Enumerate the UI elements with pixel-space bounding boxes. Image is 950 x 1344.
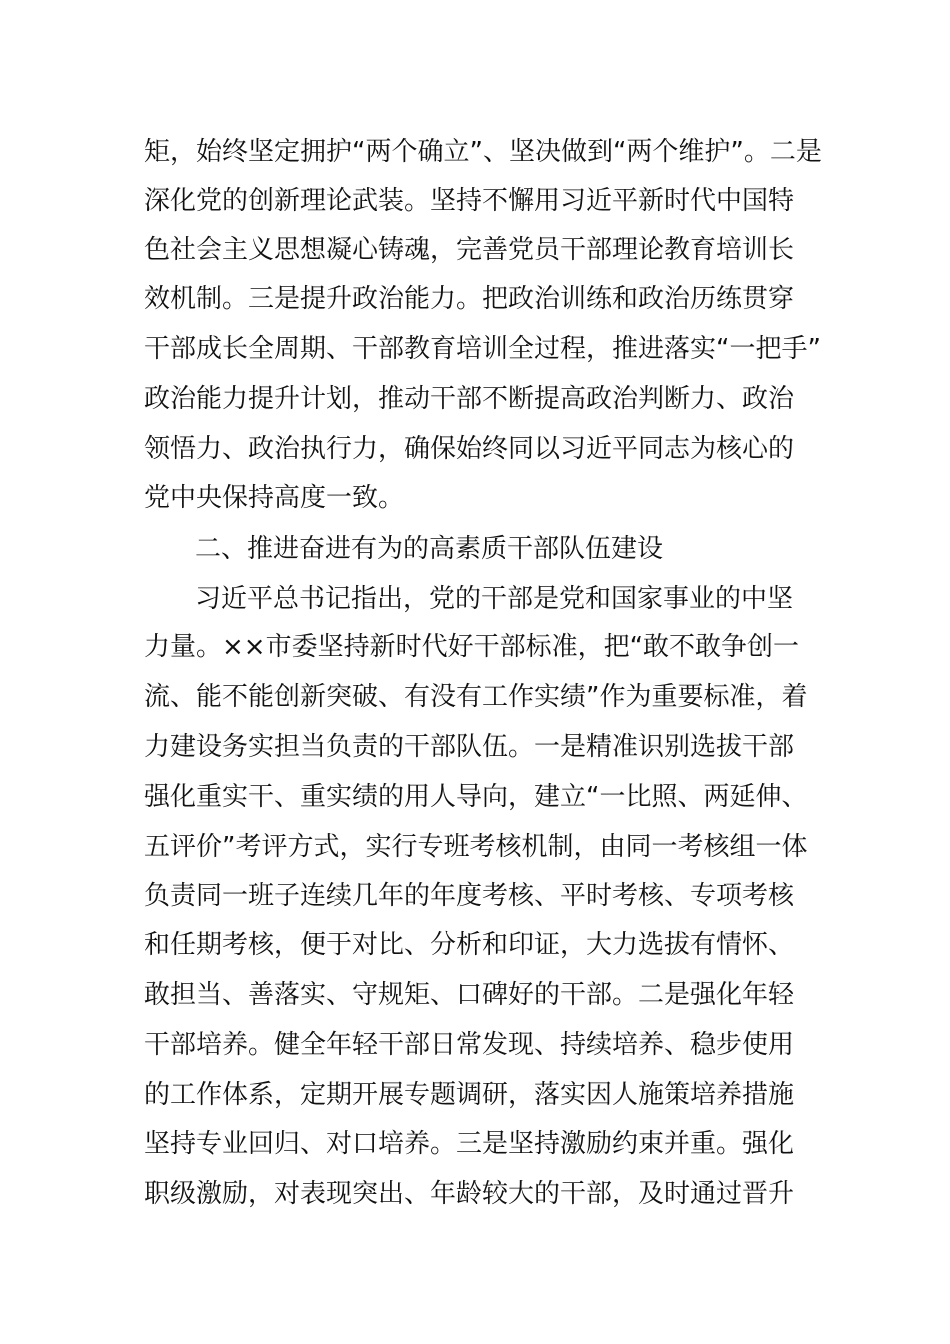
paragraph-line: 矩，始终坚定拥护“两个确立”、坚决做到“两个维护”。二是 bbox=[144, 137, 822, 167]
paragraph-line: 党中央保持高度一致。 bbox=[144, 483, 405, 513]
paragraph-line: 敢担当、善落实、守规矩、口碑好的干部。二是强化年轻 bbox=[144, 980, 795, 1010]
paragraph-line: 效机制。三是提升政治能力。把政治训练和政治历练贯穿 bbox=[144, 284, 795, 314]
paragraph-line: 深化党的创新理论武装。坚持不懈用习近平新时代中国特 bbox=[144, 186, 795, 216]
paragraph-line: 色社会主义思想凝心铸魂，完善党员干部理论教育培训长 bbox=[144, 235, 795, 265]
paragraph-line: 和任期考核，便于对比、分析和印证，大力选拔有情怀、 bbox=[144, 930, 795, 960]
paragraph-line: 干部成长全周期、干部教育培训全过程，推进落实“一把手” bbox=[144, 334, 821, 364]
paragraph-line: 职级激励，对表现突出、年龄较大的干部，及时通过晋升 bbox=[144, 1179, 795, 1209]
paragraph-line: 负责同一班子连续几年的年度考核、平时考核、专项考核 bbox=[144, 881, 795, 911]
paragraph-line: 五评价”考评方式，实行专班考核机制，由同一考核组一体 bbox=[144, 832, 808, 862]
paragraph-line: 力建设务实担当负责的干部队伍。一是精准识别选拔干部 bbox=[144, 732, 795, 762]
paragraph-line: 习近平总书记指出，党的干部是党和国家事业的中坚 bbox=[195, 584, 794, 614]
paragraph-line: 流、能不能创新突破、有没有工作实绩”作为重要标准，着 bbox=[144, 682, 808, 712]
paragraph-line: 坚持专业回归、对口培养。三是坚持激励约束并重。强化 bbox=[144, 1129, 795, 1159]
paragraph-line: 的工作体系，定期开展专题调研，落实因人施策培养措施 bbox=[144, 1080, 795, 1110]
paragraph-line: 干部培养。健全年轻干部日常发现、持续培养、稳步使用 bbox=[144, 1030, 795, 1060]
paragraph-line: 强化重实干、重实绩的用人导向，建立“一比照、两延伸、 bbox=[144, 782, 808, 812]
paragraph-line: 领悟力、政治执行力，确保始终同以习近平同志为核心的 bbox=[144, 434, 795, 464]
paragraph-line: 力量。××市委坚持新时代好干部标准，把“敢不敢争创一 bbox=[144, 632, 800, 662]
paragraph-line: 政治能力提升计划，推动干部不断提高政治判断力、政治 bbox=[144, 384, 795, 414]
section-heading: 二、推进奋进有为的高素质干部队伍建设 bbox=[195, 534, 664, 564]
